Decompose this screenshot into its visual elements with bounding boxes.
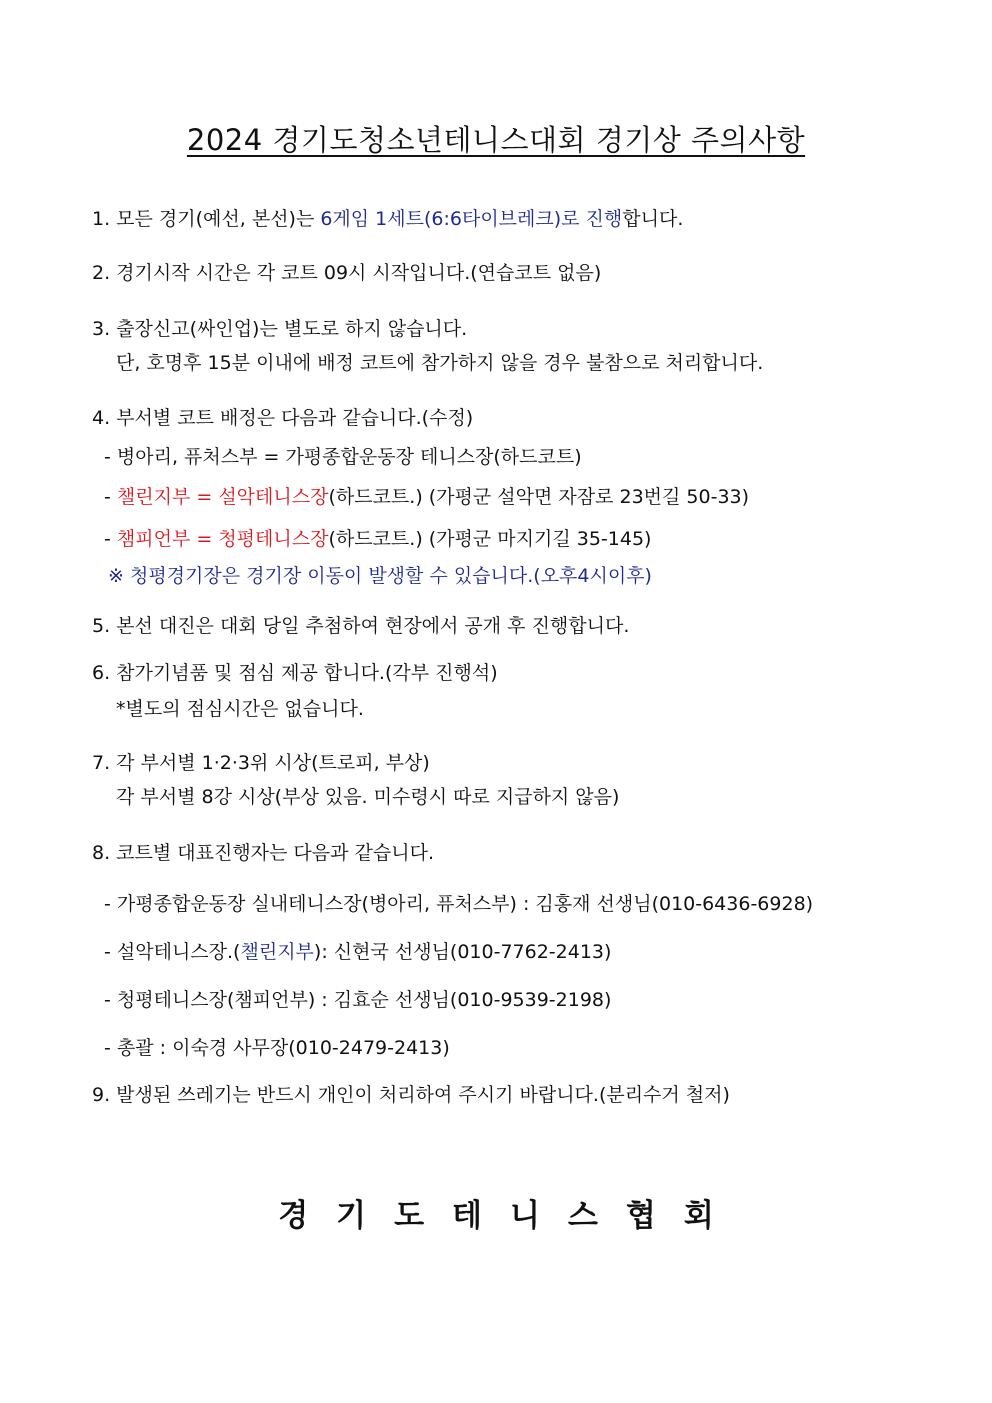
association-name: 경기도테니스협회 (278, 1198, 742, 1234)
item-8: 8. 코트별 대표진행자는 다음과 같습니다. (92, 842, 434, 864)
item-5: 5. 본선 대진은 대회 당일 추첨하여 현장에서 공개 후 진행합니다. (92, 615, 630, 637)
item-4-court-1: - 병아리, 퓨처스부 = 가평종합운동장 테니스장(하드코트) (104, 446, 582, 468)
item-1: 1. 모든 경기(예선, 본선)는 6게임 1세트(6:6타이브레크)로 진행합니다. (92, 208, 684, 230)
item-7: 7. 각 부서별 1·2·3위 시상(트로피, 부상) (92, 752, 430, 774)
item-4: 4. 부서별 코트 배정은 다음과 같습니다.(수정) (92, 407, 474, 429)
item-1-highlight: 6게임 1세트(6:6타이브레크)로 진행 (320, 208, 623, 230)
item-8-contact-1: - 가평종합운동장 실내테니스장(병아리, 퓨처스부) : 김홍재 선생님(010-6436-6928) (104, 893, 814, 915)
item-4-court-2: - 챌린지부 = 설악테니스장(하드코트.) (가평군 설악면 자잠로 23번길 50-33) (104, 486, 750, 508)
document-title: 2024 경기도청소년테니스대회 경기상 주의사항 (186, 123, 806, 157)
item-7-detail: 각 부서별 8강 시상(부상 있음. 미수령시 따로 지급하지 않음) (116, 786, 620, 808)
item-9: 9. 발생된 쓰레기는 반드시 개인이 처리하여 주시기 바랍니다.(분리수거 철저) (92, 1084, 730, 1106)
item-8-contact-4: - 총괄 : 이숙경 사무장(010-2479-2413) (104, 1037, 450, 1059)
item-4-court-3: - 챔피언부 = 청평테니스장(하드코트.) (가평군 마지기길 35-145) (104, 528, 652, 550)
item-6: 6. 참가기념품 및 점심 제공 합니다.(각부 진행석) (92, 662, 498, 684)
item-3-detail: 단, 호명후 15분 이내에 배정 코트에 참가하지 않을 경우 불참으로 처리합니다. (116, 352, 764, 374)
item-2: 2. 경기시작 시간은 각 코트 09시 시작입니다.(연습코트 없음) (92, 262, 602, 284)
item-4-note: ※ 청평경기장은 경기장 이동이 발생할 수 있습니다.(오후4시이후) (108, 565, 652, 587)
item-3: 3. 출장신고(싸인업)는 별도로 하지 않습니다. (92, 318, 468, 340)
item-8-contact-3: - 청평테니스장(챔피언부) : 김효순 선생님(010-9539-2198) (104, 989, 612, 1011)
item-8-contact-2: - 설악테니스장.(챌린지부): 신현국 선생님(010-7762-2413) (104, 941, 612, 963)
item-6-detail: *별도의 점심시간은 없습니다. (116, 698, 364, 720)
